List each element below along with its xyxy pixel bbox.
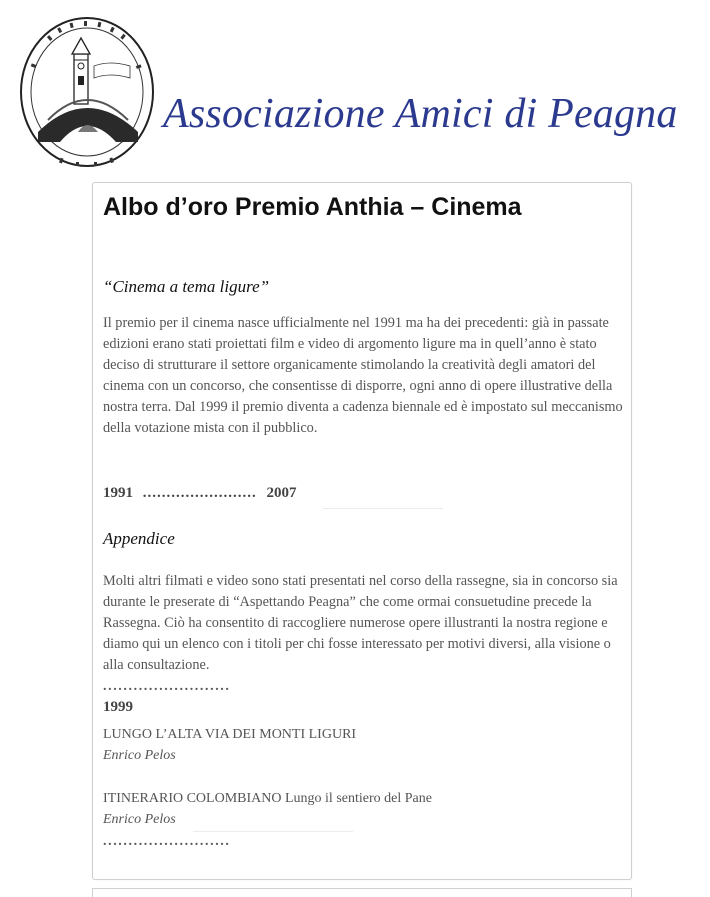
- dots-separator-bottom: .........................: [103, 834, 231, 849]
- page-title: Albo d’oro Premio Anthia – Cinema: [103, 193, 522, 221]
- year-start: 1991: [103, 485, 133, 501]
- seal-emblem: [18, 14, 156, 170]
- entry-author: Enrico Pelos: [103, 812, 176, 827]
- site-header: [0, 0, 710, 180]
- faint-divider: [323, 508, 443, 509]
- association-logo[interactable]: [18, 14, 156, 170]
- intro-paragraph: Il premio per il cinema nasce ufficialmente nel 1991 ma ha dei precedenti: già in passate edizioni erano stati proiettati film e video di argomento ligure ma in quell’anno è stato deciso di strutturare il settore organicamente stimolando la creatività degli amatori del cinema con un concorso, che consentisse di disporre, ogni anno di opere illustrative della nostra terra. Dal 1999 il premio diventa a cadenza biennale ed è impostato sul meccanismo della votazione mista con il pubblico.: [103, 315, 623, 436]
- entry-author: Enrico Pelos: [103, 748, 176, 763]
- year-end: 2007: [266, 485, 297, 501]
- article-card: [92, 182, 632, 880]
- faint-divider: [193, 831, 353, 832]
- entry-title: ITINERARIO COLOMBIANO Lungo il sentiero del Pane: [103, 791, 432, 806]
- year-range: [103, 485, 297, 502]
- year-label-1999: 1999: [103, 699, 133, 715]
- appendix-paragraph: Molti altri filmati e video sono stati presentati nel corso della rassegne, sia in concorso sia durante le preserate di “Aspettando Peagna” che come ormai consuetudine precede la Rassegna. Ciò ha consentito di raccogliere numerose opere illustranti la nostra regione e diamo qui un elenco con i titoli per chi fosse interessato per motivi diversi, alla visione o alla consultazione.: [103, 573, 618, 673]
- entry-title: LUNGO L’ALTA VIA DEI MONTI LIGURI: [103, 727, 357, 742]
- site-title[interactable]: Associazione Amici di Peagna: [163, 91, 678, 137]
- year-range-dots: ........................: [142, 485, 257, 501]
- section-heading-cinema: “Cinema a tema ligure”: [103, 277, 270, 296]
- dots-separator-top: .........................: [103, 679, 231, 694]
- section-heading-appendice: Appendice: [103, 529, 175, 548]
